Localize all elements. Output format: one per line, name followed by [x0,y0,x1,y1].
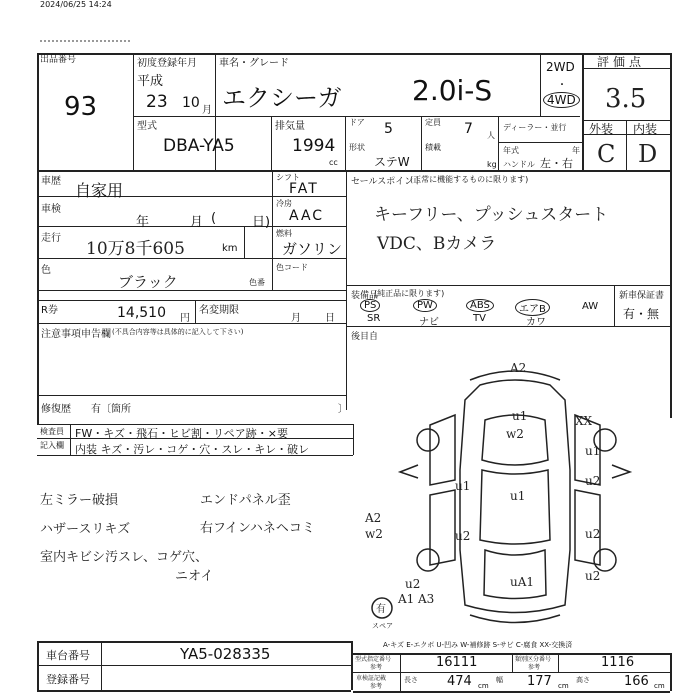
note-hazard: ハザースリキズ [40,522,131,537]
note-left-mirror: 左ミラー破損 [40,493,119,508]
inspection-year: 年 [136,215,150,230]
checker-row1: FW・キズ・飛石・ヒビ割・リペア跡・×要 [75,427,288,440]
title-change-month: 月 [291,313,301,324]
rear-label: 後目自 [351,332,379,342]
note-fender: 右フインハネヘコミ [200,521,315,536]
title-change-label: 名変期限 [199,305,239,316]
mark-left-door: u1 [455,479,471,493]
dimensions-label2: 参考 [370,683,383,690]
doors-label: ドア [349,118,365,127]
drive-2wd: 2WD [546,60,575,74]
type-designation-label2: 参考 [370,664,383,671]
length-label: 長さ [404,676,418,684]
repair-label: 修復歴 [41,404,71,415]
spare-sub: スペア [372,622,393,630]
eval-label: 評価点 [597,55,646,69]
handle-label: ハンドル [503,160,535,169]
length-unit: cm [478,682,489,690]
recycle-label: R券 [41,305,58,316]
history-label: 車歴 [41,176,61,187]
inspection-day: 日) [252,215,271,230]
load-unit: kg [487,160,497,169]
mark-right-front: u1 [585,444,601,458]
equip-sr: SR [367,313,381,324]
model-value: DBA-YA5 [163,136,235,156]
mark-left-rear: u2 [405,577,421,591]
mark-right-fender: XX [575,414,593,428]
dealer-label: ディーラー・並行 [503,123,567,132]
model-label: 型式 [137,121,157,132]
color-code-label: 色コード [276,263,308,272]
header-mark [40,40,130,42]
height-unit: cm [654,682,665,690]
aircon-value: AAC [289,208,325,224]
equip-abs: ABS [466,299,494,312]
displacement-unit: cc [329,158,338,167]
mark-left-rear-door: u2 [455,529,471,543]
mark-roof: u1 [510,489,526,503]
category-label2: 参考 [528,664,541,671]
car-name: エクシーガ [222,84,342,112]
damage-legend: A-キズ E-エクボ U-凹み W-補修跡 S-サビ C-腐食 XX-交換済 [383,641,573,649]
first-reg-label: 初度登録年月 [137,58,197,69]
checker-label2: 記入欄 [40,441,64,450]
mileage-label: 走行 [41,233,61,244]
length-value: 474 [447,674,472,689]
displacement-label: 排気量 [275,121,305,132]
registration-label: 登録番号 [46,673,90,686]
sales-point-line2: VDC、Bカメラ [377,234,497,254]
repair-value: 有〔箇所 [91,404,131,415]
car-name-label: 車名・グレード [219,58,289,69]
repair-close: 〕 [338,404,348,415]
category-label1: 類別区分番号 [515,656,552,663]
mark-hood-2: w2 [506,427,524,441]
inspection-month: 月 [190,215,204,230]
mark-left-step: w2 [365,527,383,541]
equipment-label: 装備品 [351,291,379,301]
lot-label: 出品番号 [40,55,77,65]
first-reg-month: 10 [182,95,200,111]
shift-value: FAT [289,181,319,197]
equip-kawa: カワ [526,317,546,328]
inspection-label: 車検 [41,204,61,215]
equip-navi: ナビ [419,317,439,328]
handle-value: 左・右 [540,157,573,170]
color-value: ブラック [118,273,178,291]
interior-label: 内装 [633,122,658,136]
dimensions-label1: 車検証記載 [356,675,387,682]
width-unit: cm [558,682,569,690]
inspection-paren: ( [211,211,217,226]
shape-label: 形状 [349,143,365,152]
exterior-label: 外装 [589,122,614,136]
warranty-label: 新車保証書 [619,291,665,301]
load-label: 積載 [425,143,441,152]
doors-value: 5 [384,121,393,137]
fuel-label: 燃料 [276,229,292,238]
title-change-day: 日 [325,313,335,324]
height-label: 高さ [576,676,590,684]
fuel-value: ガソリン [282,240,343,258]
eval-score: 3.5 [605,84,647,114]
car-grade: 2.0i-S [412,74,493,107]
spare-label: 有 [376,604,386,615]
history-value: 自家用 [75,181,124,200]
checker-row2: 内装 キズ・汚レ・コゲ・穴・スレ・キレ・破レ [75,443,310,456]
color-label: 色 [41,265,51,276]
lot-number: 93 [64,92,98,122]
capacity-label: 定員 [425,118,441,127]
first-reg-era: 平成 [137,74,164,89]
timestamp: 2024/06/25 14:24 [40,0,112,9]
mark-rear-bumper: A1 [398,592,415,606]
shift-label: シフト [276,173,300,182]
category-value: 1116 [601,655,635,670]
mark-hood-1: u1 [512,409,528,423]
chassis-value: YA5-028335 [180,645,271,663]
first-reg-year: 23 [146,92,168,112]
mileage-value: 10万8千605 [86,239,185,259]
sales-point-sub: (正常に機能するものに限ります) [410,175,529,184]
exterior-grade: C [597,140,616,168]
color-number-label: 色番 [249,278,265,287]
recycle-value: 14,510 [117,305,166,321]
first-reg-month-unit: 月 [202,105,212,116]
car-damage-diagram [360,360,670,635]
drive-4wd: 4WD [543,92,580,108]
height-value: 166 [624,674,649,689]
note-end-panel: エンドパネル歪 [200,493,291,508]
width-label: 幅 [496,676,503,684]
type-designation-value: 16111 [436,655,478,670]
drive-dot: ・ [557,80,567,91]
chassis-label: 車台番号 [46,649,90,662]
mark-right-rear: u2 [585,569,601,583]
type-designation-label1: 型式指定番号 [355,656,392,663]
note-interior: 室内キビシ汚スレ、コゲ穴、 [40,550,208,565]
equip-ps: PS [360,299,380,312]
mark-rear: uA1 [510,575,535,589]
mark-left-mirror: A2 [365,511,382,525]
equip-tv: TV [473,313,486,324]
capacity-unit: 人 [487,131,495,140]
sales-point-label: セールスポイント [351,177,423,187]
year-label: 年式 [503,146,519,155]
equip-aw: AW [582,301,599,312]
width-value: 177 [527,674,552,689]
note-odor: ニオイ [175,569,214,584]
warranty-value: 有・無 [623,307,660,321]
mark-rear-bumper-2: A3 [418,592,435,606]
mark-right-door: u2 [585,474,601,488]
mark-front-bumper: A2 [510,361,527,375]
equip-airbag: エアB [515,299,550,316]
capacity-value: 7 [464,121,473,137]
displacement-value: 1994 [292,136,336,156]
equip-pw: PW [413,299,437,312]
mileage-unit: km [222,243,238,254]
notes-label: 注意事項申告欄 [41,329,111,340]
recycle-unit: 円 [180,313,190,324]
year-unit: 年 [572,146,580,155]
interior-grade: D [638,140,658,168]
shape-value: ステW [374,155,410,169]
mark-right-rear-door: u2 [585,527,601,541]
sales-point-line1: キーフリー、プッシュスタート [374,205,609,225]
checker-label1: 検査員 [40,427,64,436]
equipment-sub: (純正品に限ります) [374,289,445,298]
notes-sub: (不具合内容等は具体的に記入して下さい) [112,328,244,336]
aircon-label: 冷房 [276,199,292,208]
